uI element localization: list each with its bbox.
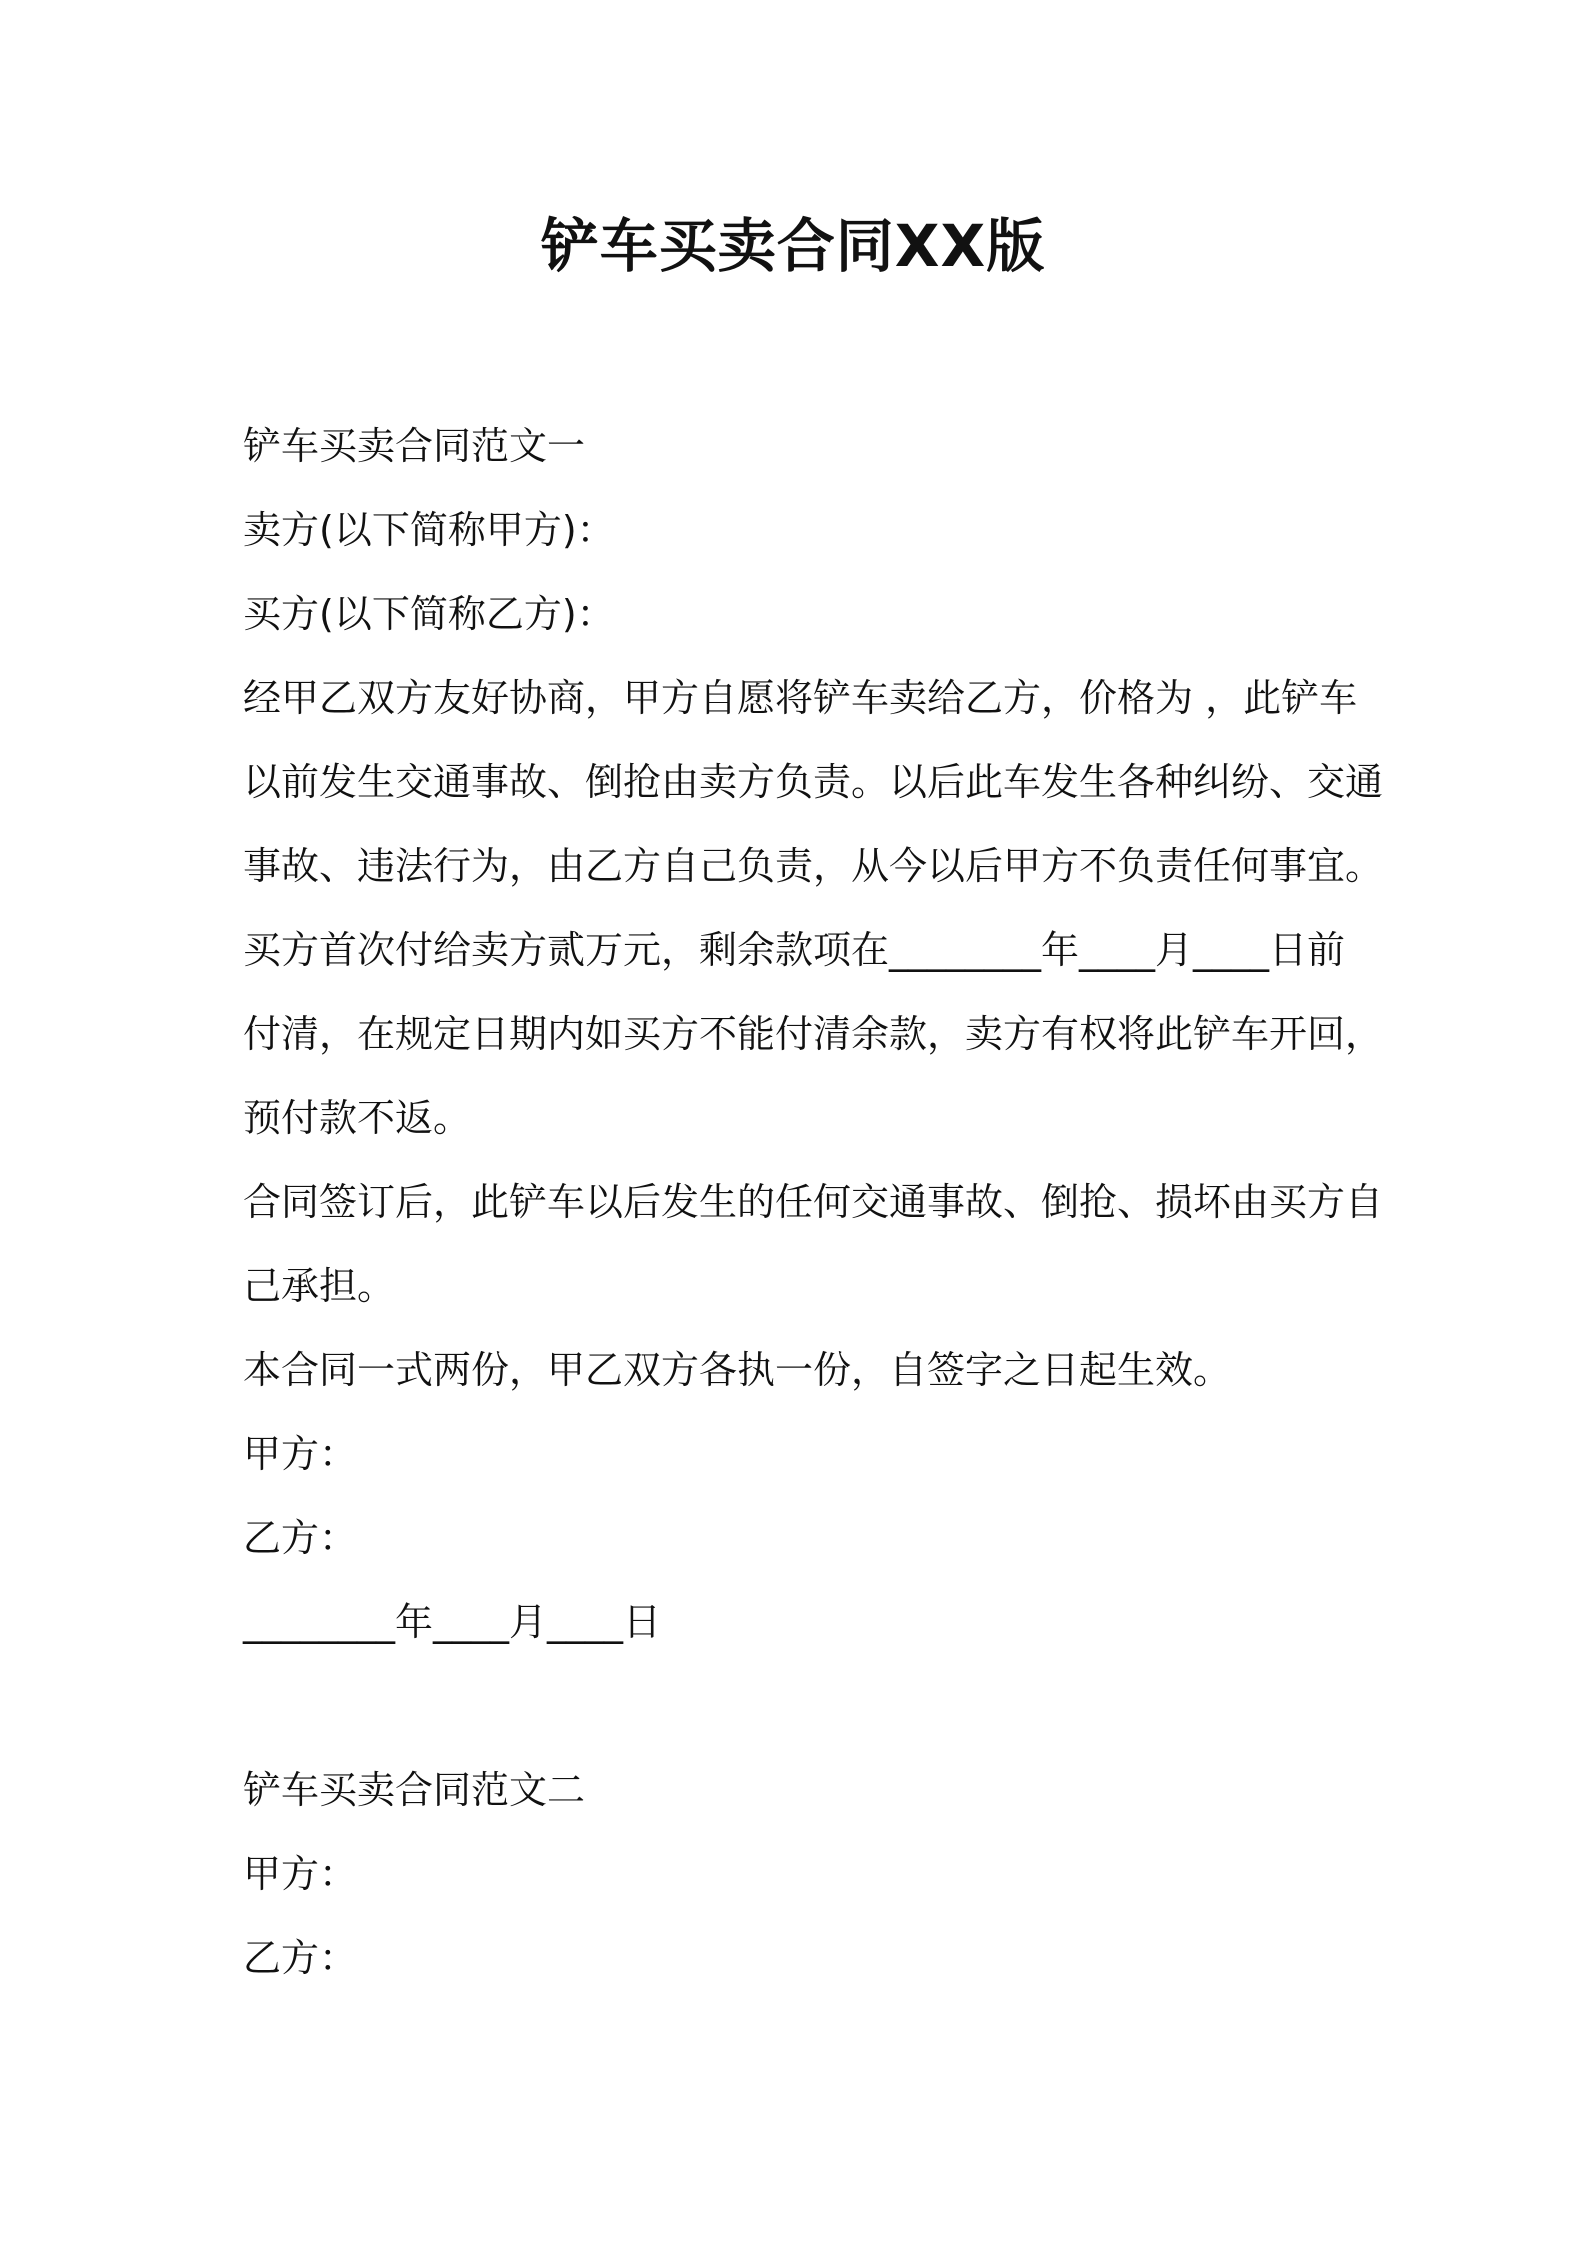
party-b-line: 乙方： [243,1936,358,1980]
document-title: 铲车买卖合同XX版 [540,212,1046,280]
date-line: ________年____月____日 [243,1600,662,1644]
payment-line: 预付款不返。 [243,1096,472,1140]
party-a-signature-line: 甲方： [243,1432,358,1476]
payment-line: 付清，在规定日期内如买方不能付清余款，卖方有权将此铲车开回， [243,1012,1384,1056]
clause-line: 合同签订后，此铲车以后发生的任何交通事故、倒抢、损坏由买方自 [243,1180,1384,1224]
buyer-line: 买方(以下简称乙方)： [243,592,615,636]
seller-line: 卖方(以下简称甲方)： [243,508,615,552]
paragraph-line: 以前发生交通事故、倒抢由卖方负责。以后此车发生各种纠纷、交通 [243,760,1384,804]
paragraph-line: 经甲乙双方友好协商，甲方自愿将铲车卖给乙方，价格为 ，此铲车 [243,676,1358,720]
paragraph-line: 事故、违法行为，由乙方自己负责，从今以后甲方不负责任何事宜。 [243,844,1384,888]
section-gap [243,1664,1363,1748]
party-b-signature-line: 乙方： [243,1516,358,1560]
party-a-line: 甲方： [243,1852,358,1896]
section-heading-2: 铲车买卖合同范文二 [243,1768,586,1812]
payment-line: 买方首次付给卖方贰万元，剩余款项在________年____月____日前 [243,928,1346,972]
section-heading-1: 铲车买卖合同范文一 [243,424,586,468]
clause-line: 己承担。 [243,1264,396,1308]
document-body [243,404,1384,2000]
clause-line: 本合同一式两份，甲乙双方各执一份，自签字之日起生效。 [243,1348,1232,1392]
